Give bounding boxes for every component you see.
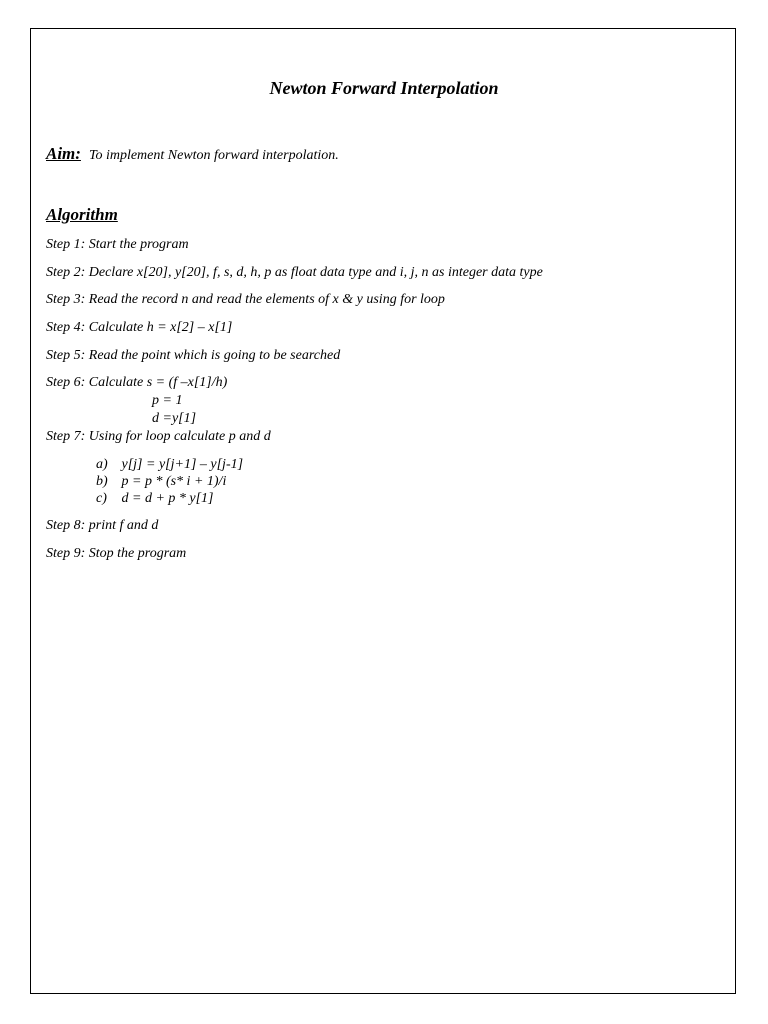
step-7-sub-c: [96, 491, 214, 507]
step-2: Step 2: Declare x[20], y[20], f, s, d, h, p as float data type and i, j, n as integer data type: [46, 265, 543, 280]
aim-text: To implement Newton forward interpolation.: [88, 148, 339, 163]
sub-text: p = p * (s* i + 1)/i: [121, 474, 227, 489]
sub-label: b): [96, 474, 108, 489]
step-6-p: p = 1: [152, 393, 183, 408]
step-7-sub-b: [96, 474, 226, 490]
step-8: Step 8: print f and d: [46, 518, 159, 533]
page-border: [30, 28, 736, 994]
aim-section: [46, 144, 339, 164]
step-7-sub-a: [96, 457, 243, 473]
step-5: Step 5: Read the point which is going to be searched: [46, 348, 341, 363]
document-title: Newton Forward Interpolation: [269, 78, 499, 98]
step-4: Step 4: Calculate h = x[2] – x[1]: [46, 320, 233, 335]
aim-label: Aim:: [46, 144, 81, 163]
step-9: Step 9: Stop the program: [46, 546, 187, 561]
step-1: Step 1: Start the program: [46, 237, 189, 252]
step-3: Step 3: Read the record n and read the elements of x & y using for loop: [46, 292, 445, 307]
sub-text: y[j] = y[j+1] – y[j-1]: [121, 457, 244, 472]
sub-label: a): [96, 457, 108, 472]
step-7: Step 7: Using for loop calculate p and d: [46, 429, 271, 444]
sub-label: c): [96, 491, 107, 506]
step-6: Step 6: Calculate s = (f –x[1]/h): [46, 375, 228, 390]
step-6-d: d =y[1]: [152, 411, 197, 426]
sub-text: d = d + p * y[1]: [121, 491, 214, 506]
algorithm-heading: Algorithm: [46, 205, 118, 224]
